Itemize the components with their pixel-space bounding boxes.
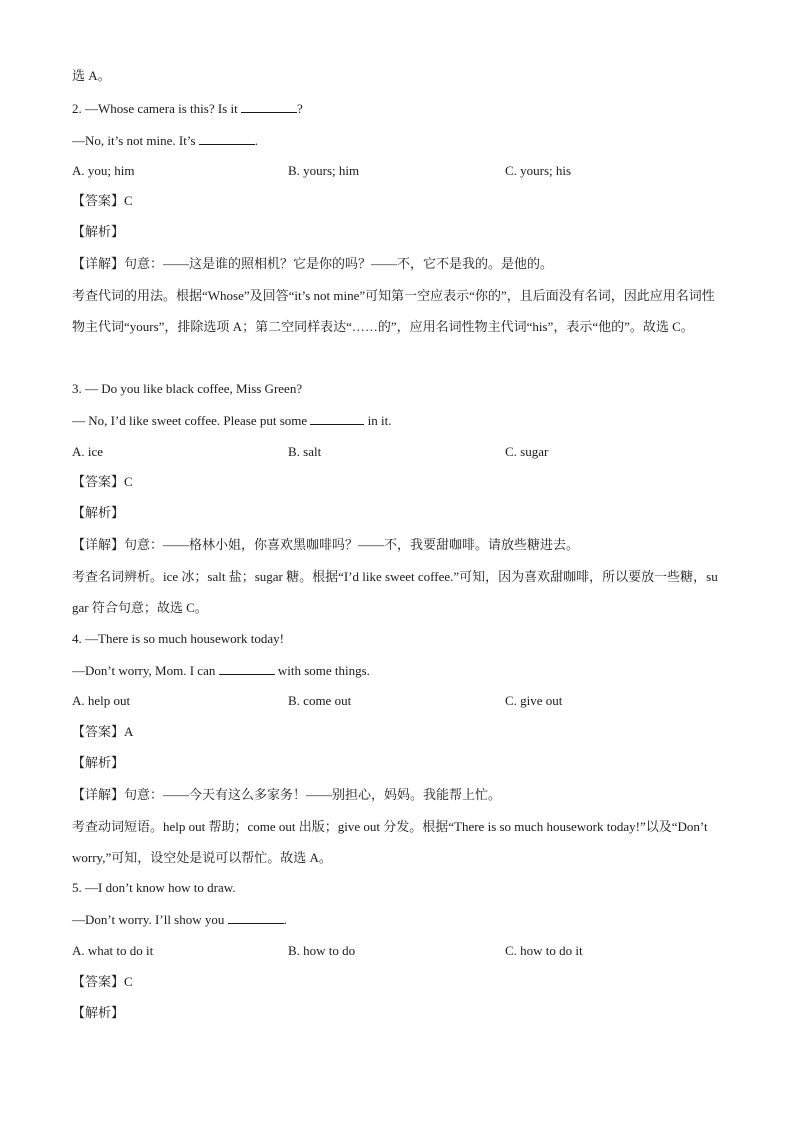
q2-response-end: . (254, 133, 258, 148)
q5-answer: 【答案】C (72, 974, 133, 989)
q4-response-end: with some things. (277, 663, 370, 678)
q5-option-c: C. how to do it (505, 943, 583, 958)
q5-blank (228, 911, 284, 924)
q3-detail: 【详解】句意：——格林小姐，你喜欢黑咖啡吗？——不，我要甜咖啡。请放些糖进去。 (72, 537, 580, 552)
q3-response-text: — No, I’d like sweet coffee. Please put some (72, 413, 308, 428)
q3-option-c: C. sugar (505, 444, 549, 459)
q3-option-b: B. salt (288, 444, 322, 459)
q5-response-end: . (283, 912, 287, 927)
q3-blank (310, 412, 364, 425)
q4-answer: 【答案】A (72, 724, 134, 739)
q2-option-a: A. you; him (72, 163, 135, 178)
q3-explanation: 考查名词辨析。ice 冰；salt 盐；sugar 糖。根据“I’d like sweet coffee.”可知，因为喜欢甜咖啡，所以要放一些糖，sugar 符合句意；故选 C。 (72, 569, 718, 615)
q2-answer: 【答案】C (72, 193, 133, 208)
q4-question-line: 4. —There is so much housework today! (72, 631, 284, 646)
q2-question-text: 2. —Whose camera is this? Is it (72, 101, 238, 116)
q4-analysis-label: 【解析】 (72, 755, 125, 770)
q3-response-end: in it. (367, 413, 392, 428)
q2-question-end: ? (296, 101, 303, 116)
q5-analysis-label: 【解析】 (72, 1005, 125, 1020)
q2-blank-2 (199, 132, 255, 145)
q4-response-line (72, 662, 370, 679)
q4-option-b: B. come out (288, 693, 352, 708)
q2-question-line (72, 100, 303, 117)
q5-option-a: A. what to do it (72, 943, 154, 958)
q3-response-line (72, 412, 391, 429)
previous-answer-tail: 选 A。 (72, 68, 111, 83)
q3-question-line: 3. — Do you like black coffee, Miss Green? (72, 381, 303, 396)
q4-option-a: A. help out (72, 693, 131, 708)
q2-analysis-label: 【解析】 (72, 224, 125, 239)
q5-response-line (72, 911, 287, 928)
q3-answer: 【答案】C (72, 474, 133, 489)
q2-blank-1 (241, 100, 297, 113)
q5-option-b: B. how to do (288, 943, 356, 958)
q2-option-b: B. yours; him (288, 163, 360, 178)
q4-blank (219, 662, 275, 675)
q5-question-line: 5. —I don’t know how to draw. (72, 880, 236, 895)
q4-option-c: C. give out (505, 693, 563, 708)
q2-response-line (72, 132, 258, 149)
q2-explanation: 考查代词的用法。根据“Whose”及回答“it’s not mine”可知第一空应表示“你的”，且后面没有名词，因此应用名词性物主代词“yours”，排除选项 A；第二空同样表达“……的”，应用名词性物主代词“his”，表示“他的”。故选 C。 (72, 288, 715, 334)
q2-option-c: C. yours; his (505, 163, 572, 178)
q3-option-a: A. ice (72, 444, 104, 459)
q4-explanation: 考查动词短语。help out 帮助；come out 出版；give out 分发。根据“There is so much housework today!”以及“Don’t worry,”可知，设空处是说可以帮忙。故选 A。 (72, 819, 708, 865)
q4-detail: 【详解】句意：——今天有这么多家务！——别担心，妈妈。我能帮上忙。 (72, 787, 502, 802)
q3-analysis-label: 【解析】 (72, 505, 125, 520)
q2-response-text: —No, it’s not mine. It’s (72, 133, 196, 148)
q4-response-text: —Don’t worry, Mom. I can (72, 663, 216, 678)
q2-detail: 【详解】句意：——这是谁的照相机？它是你的吗？——不，它不是我的。是他的。 (72, 256, 554, 271)
q5-response-text: —Don’t worry. I’ll show you (72, 912, 225, 927)
